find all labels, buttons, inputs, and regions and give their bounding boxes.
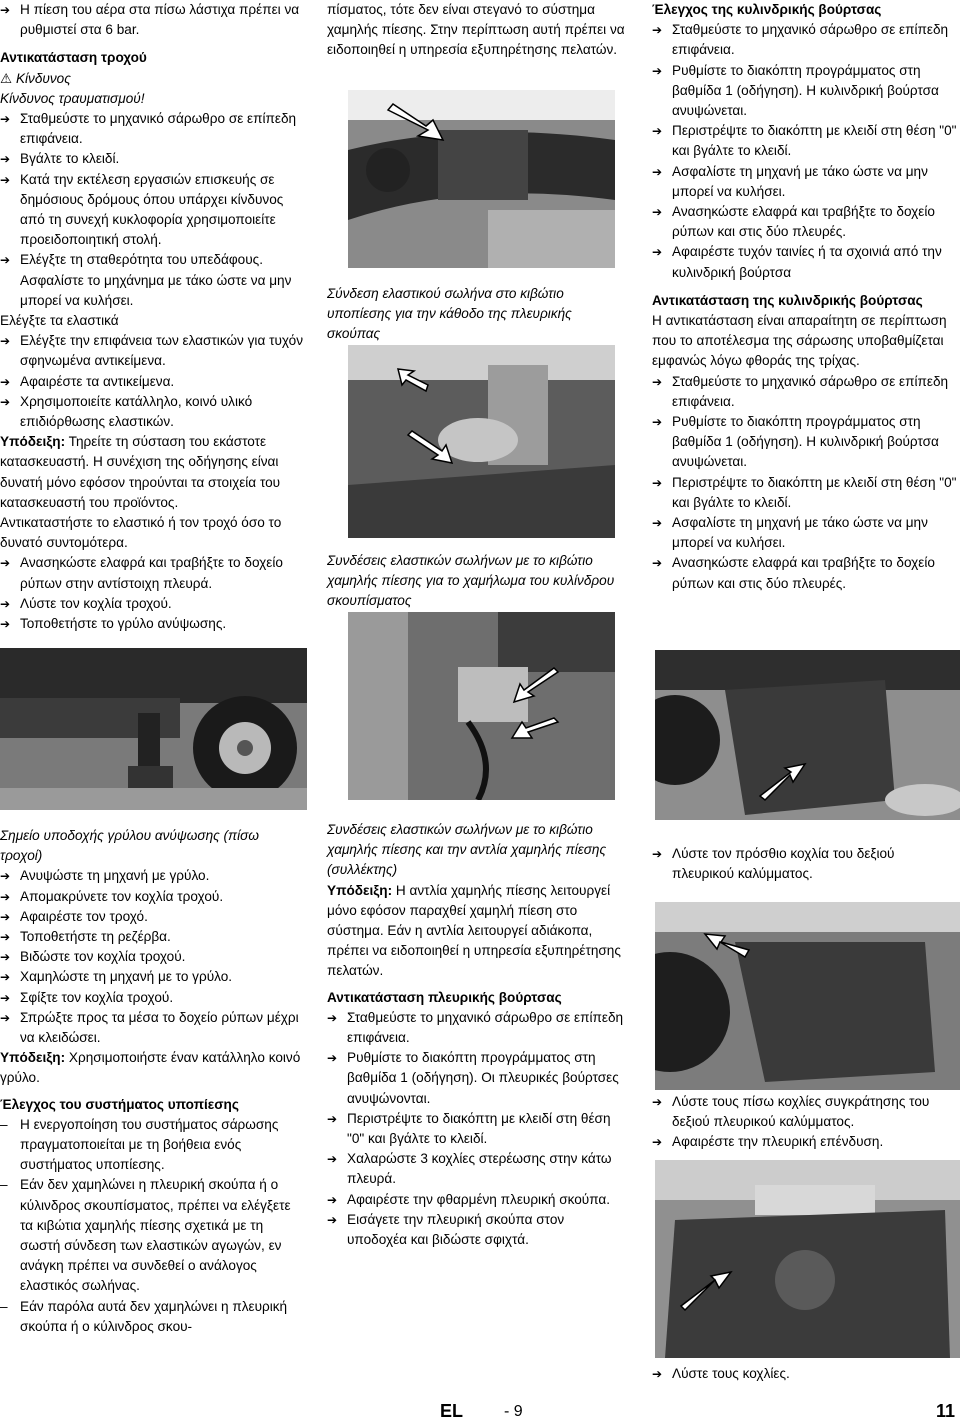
step: ➔ Λύστε τους πίσω κοχλίες συγκράτησης του δεξιού πλευρικού καλύμματος. bbox=[652, 1092, 957, 1132]
warning-triangle-icon: ⚠ bbox=[0, 70, 13, 86]
photo-cylinder-vacuum-hoses bbox=[348, 345, 615, 538]
step: ➔ Ελέγξτε τη σταθερότητα του υπεδάφους. Ασφαλίστε το μηχάνημα με τάκο ώστε να μην μπορεί να κυλήσει. bbox=[0, 250, 305, 311]
photo-front-side-cover bbox=[655, 650, 960, 820]
footer-page-number: 11 bbox=[936, 1401, 956, 1421]
note: Υπόδειξη: Χρησιμοποιήστε έναν κατάλληλο κοινό γρύλο. bbox=[0, 1050, 301, 1086]
step: ➔ Χρησιμοποιείτε κατάλληλο, κοινό υλικό επιδιόρθωσης ελαστικών. bbox=[0, 392, 305, 432]
step: ➔ Ανασηκώστε ελαφρά και τραβήξτε το δοχείο ρύπων και στις δύο πλευρές. bbox=[652, 553, 957, 593]
step: ➔ Αφαιρέστε την φθαρμένη πλευρική σκούπα. bbox=[327, 1190, 627, 1210]
photo-rear-side-cover bbox=[655, 902, 960, 1090]
step: ➔ Ασφαλίστε τη μηχανή με τάκο ώστε να μην μπορεί να κυλήσει. bbox=[652, 513, 957, 553]
step: ➔ Περιστρέψτε το διακόπτη με κλειδί στη θέση "0" και βγάλτε το κλειδί. bbox=[652, 473, 957, 513]
dash-item: – Η ενεργοποίηση του συστήματος σάρωσης πραγματοποιείται με τη βοήθεια ενός συστήματος υποπίεσης. bbox=[0, 1115, 305, 1176]
danger-text: Κίνδυνος τραυματισμού! bbox=[0, 90, 145, 106]
col2-bottom bbox=[327, 820, 627, 1250]
step: ➔ Βιδώστε τον κοχλία τροχού. bbox=[0, 947, 305, 967]
step: ➔ Ελέγξτε την επιφάνεια των ελαστικών για τυχόν σφηνωμένα αντικείμενα. bbox=[0, 331, 305, 371]
step: ➔ Τοποθετήστε τη ρεζέρβα. bbox=[0, 927, 305, 947]
step: ➔ Περιστρέψτε το διακόπτη με κλειδί στη θέση "0" και βγάλτε το κλειδί. bbox=[652, 121, 957, 161]
col1-bottom bbox=[0, 826, 305, 1337]
photo-vacuum-pump bbox=[348, 612, 615, 800]
photo-caption: Σύνδεση ελαστικού σωλήνα στο κιβώτιο υποπίεσης για την κάθοδο της πλευρικής σκούπας bbox=[327, 286, 572, 342]
step: ➔ Απομακρύνετε τον κοχλία τροχού. bbox=[0, 887, 305, 907]
step: ➔ Χαμηλώστε τη μηχανή με το γρύλο. bbox=[0, 967, 305, 987]
heading-vacuum-system: Έλεγχος του συστήματος υποπίεσης bbox=[0, 1096, 239, 1112]
caption-2 bbox=[327, 551, 627, 612]
col3-mid bbox=[652, 844, 957, 884]
step: ➔ Σταθμεύστε το μηχανικό σάρωθρο σε επίπεδη επιφάνεια. bbox=[652, 372, 957, 412]
danger-label: ⚠ Κίνδυνος bbox=[0, 70, 71, 86]
step: ➔ Αφαιρέστε τα αντικείμενα. bbox=[0, 372, 305, 392]
paragraph: Η αντικατάσταση είναι απαραίτητη σε περίπτωση που το αποτέλεσμα της σάρωσης υποβαθμίζεται εμφανώς λόγω φθοράς της τρίχας. bbox=[652, 313, 947, 369]
step: ➔ Αφαιρέστε την πλευρική επένδυση. bbox=[652, 1132, 957, 1152]
col2-top bbox=[327, 0, 627, 61]
step: ➔ Αφαιρέστε τον τροχό. bbox=[0, 907, 305, 927]
photo-caption: Σημείο υποδοχής γρύλου ανύψωσης (πίσω τροχοί) bbox=[0, 828, 259, 864]
photo-caption: Συνδέσεις ελαστικών σωλήνων με το κιβώτιο χαμηλής πίεσης για το χαμήλωμα του κυλίνδρου σκουπίσματος bbox=[327, 553, 615, 609]
photo-side-brush-vacuum-box bbox=[348, 90, 615, 268]
col3-top bbox=[652, 0, 957, 594]
step: ➔ Εισάγετε την πλευρική σκούπα στον υποδοχέα και βιδώστε σφιχτά. bbox=[327, 1210, 627, 1250]
step: ➔ Τοποθετήστε το γρύλο ανύψωσης. bbox=[0, 614, 305, 634]
step: ➔ Σπρώξτε προς τα μέσα το δοχείο ρύπων μέχρι να κλειδώσει. bbox=[0, 1008, 305, 1048]
step: ➔ Ρυθμίστε το διακόπτη προγράμματος στη βαθμίδα 1 (οδήγηση). Η κυλινδρική βούρτσα ανυψώνεται. bbox=[652, 61, 957, 122]
continued-text: πίσματος, τότε δεν είναι στεγανό το σύστημα χαμηλής πίεσης. Στην περίπτωση αυτή πρέπει να ειδοποιηθεί η υπηρεσία εξυπηρέτησης πελατών. bbox=[327, 2, 625, 58]
col1-top bbox=[0, 0, 305, 634]
step: ➔ Η πίεση του αέρα στα πίσω λάστιχα πρέπει να ρυθμιστεί στα 6 bar. bbox=[0, 0, 305, 40]
heading-cylinder-brush-replacement: Αντικατάσταση της κυλινδρικής βούρτσας bbox=[652, 292, 923, 308]
photo-jack-point bbox=[0, 648, 307, 810]
footer-section-number: - 9 bbox=[504, 1403, 523, 1420]
photo-screws bbox=[655, 1160, 960, 1358]
step: ➔ Σταθμεύστε το μηχανικό σάρωθρο σε επίπεδη επιφάνεια. bbox=[0, 109, 305, 149]
step: ➔ Λύστε τον πρόσθιο κοχλία του δεξιού πλευρικού καλύμματος. bbox=[652, 844, 957, 884]
step: ➔ Αφαιρέστε τυχόν ταινίες ή τα σχοινιά από την κυλινδρική βούρτσα bbox=[652, 242, 957, 282]
note: Υπόδειξη: Η αντλία χαμηλής πίεσης λειτουργεί μόνο εφόσον παραχθεί χαμηλή πίεση στο σύστημα. Εάν η αντλία λειτουργεί αδιάκοπα, πρέπει να ειδοποιηθεί η υπηρεσία εξυπηρέτησης πελατών. bbox=[327, 882, 621, 979]
step: ➔ Χαλαρώστε 3 κοχλίες στερέωσης στην κάτω πλευρά. bbox=[327, 1149, 627, 1189]
step: ➔ Σταθμεύστε το μηχανικό σάρωθρο σε επίπεδη επιφάνεια. bbox=[652, 20, 957, 60]
step: ➔ Ρυθμίστε το διακόπτη προγράμματος στη βαθμίδα 1 (οδήγηση). Η κυλινδρική βούρτσα ανυψώνεται. bbox=[652, 412, 957, 473]
step: ➔ Περιστρέψτε το διακόπτη με κλειδί στη θέση "0" και βγάλτε το κλειδί. bbox=[327, 1109, 627, 1149]
replace-text: Αντικαταστήστε το ελαστικό ή τον τροχό όσο το δυνατό συντομότερα. bbox=[0, 515, 282, 551]
dash-item: – Εάν παρόλα αυτά δεν χαμηλώνει η πλευρική σκούπα ή ο κύλινδρος σκου- bbox=[0, 1297, 305, 1337]
footer-language: EL bbox=[440, 1401, 464, 1421]
heading-wheel-replacement: Αντικατάσταση τροχού bbox=[0, 50, 147, 66]
col3-mid2 bbox=[652, 1092, 957, 1153]
step: ➔ Λύστε τους κοχλίες. bbox=[652, 1364, 957, 1384]
photo-caption: Συνδέσεις ελαστικών σωλήνων με το κιβώτιο χαμηλής πίεσης και την αντλία χαμηλής πίεσης (συλλέκτης) bbox=[327, 822, 607, 878]
step: ➔ Ανυψώστε τη μηχανή με γρύλο. bbox=[0, 866, 305, 886]
dash-item: – Εάν δεν χαμηλώνει η πλευρική σκούπα ή ο κύλινδρος σκουπίσματος, πρέπει να ελέγξετε τα κιβώτια χαμηλής πίεσης σχετικά με τη σωστή σύνδεση των ελαστικών αγωγών, εν ανάγκη πρέπει να συνδεθεί ο ανάλογος ελαστικός σωλήνας. bbox=[0, 1175, 305, 1296]
heading-side-brush: Αντικατάσταση πλευρικής βούρτσας bbox=[327, 989, 562, 1005]
step: ➔ Σφίξτε τον κοχλία τροχού. bbox=[0, 988, 305, 1008]
caption-1 bbox=[327, 284, 622, 345]
step: ➔ Ρυθμίστε το διακόπτη προγράμματος στη βαθμίδα 1 (οδήγηση). Οι πλευρικές βούρτσες ανυψώνονται. bbox=[327, 1048, 627, 1109]
step: ➔ Ανασηκώστε ελαφρά και τραβήξτε το δοχείο ρύπων στην αντίστοιχη πλευρά. bbox=[0, 553, 305, 593]
col3-bottom bbox=[652, 1364, 957, 1384]
tyre-check-text: Ελέγξτε τα ελαστικά bbox=[0, 313, 119, 329]
step: ➔ Βγάλτε το κλειδί. bbox=[0, 149, 305, 169]
step: ➔ Ασφαλίστε τη μηχανή με τάκο ώστε να μην μπορεί να κυλήσει. bbox=[652, 162, 957, 202]
step: ➔ Λύστε τον κοχλία τροχού. bbox=[0, 594, 305, 614]
note: Υπόδειξη: Τηρείτε τη σύσταση του εκάστοτε κατασκευαστή. Η συνέχιση της οδήγησης είναι δυνατή μόνο εφόσον τηρούνται τα στοιχεία του κατασκευαστή του προϊόντος. bbox=[0, 434, 281, 510]
step: ➔ Σταθμεύστε το μηχανικό σάρωθρο σε επίπεδη επιφάνεια. bbox=[327, 1008, 627, 1048]
step: ➔ Ανασηκώστε ελαφρά και τραβήξτε το δοχείο ρύπων και στις δύο πλευρές. bbox=[652, 202, 957, 242]
heading-cylinder-brush-check: Έλεγχος της κυλινδρικής βούρτσας bbox=[652, 2, 882, 17]
step: ➔ Κατά την εκτέλεση εργασιών επισκευής σε δημόσιους δρόμους όπου υπάρχει κίνδυνος από τη συνεχή κυκλοφορία χρησιμοποιείτε προειδοποιητική στολή. bbox=[0, 170, 305, 251]
